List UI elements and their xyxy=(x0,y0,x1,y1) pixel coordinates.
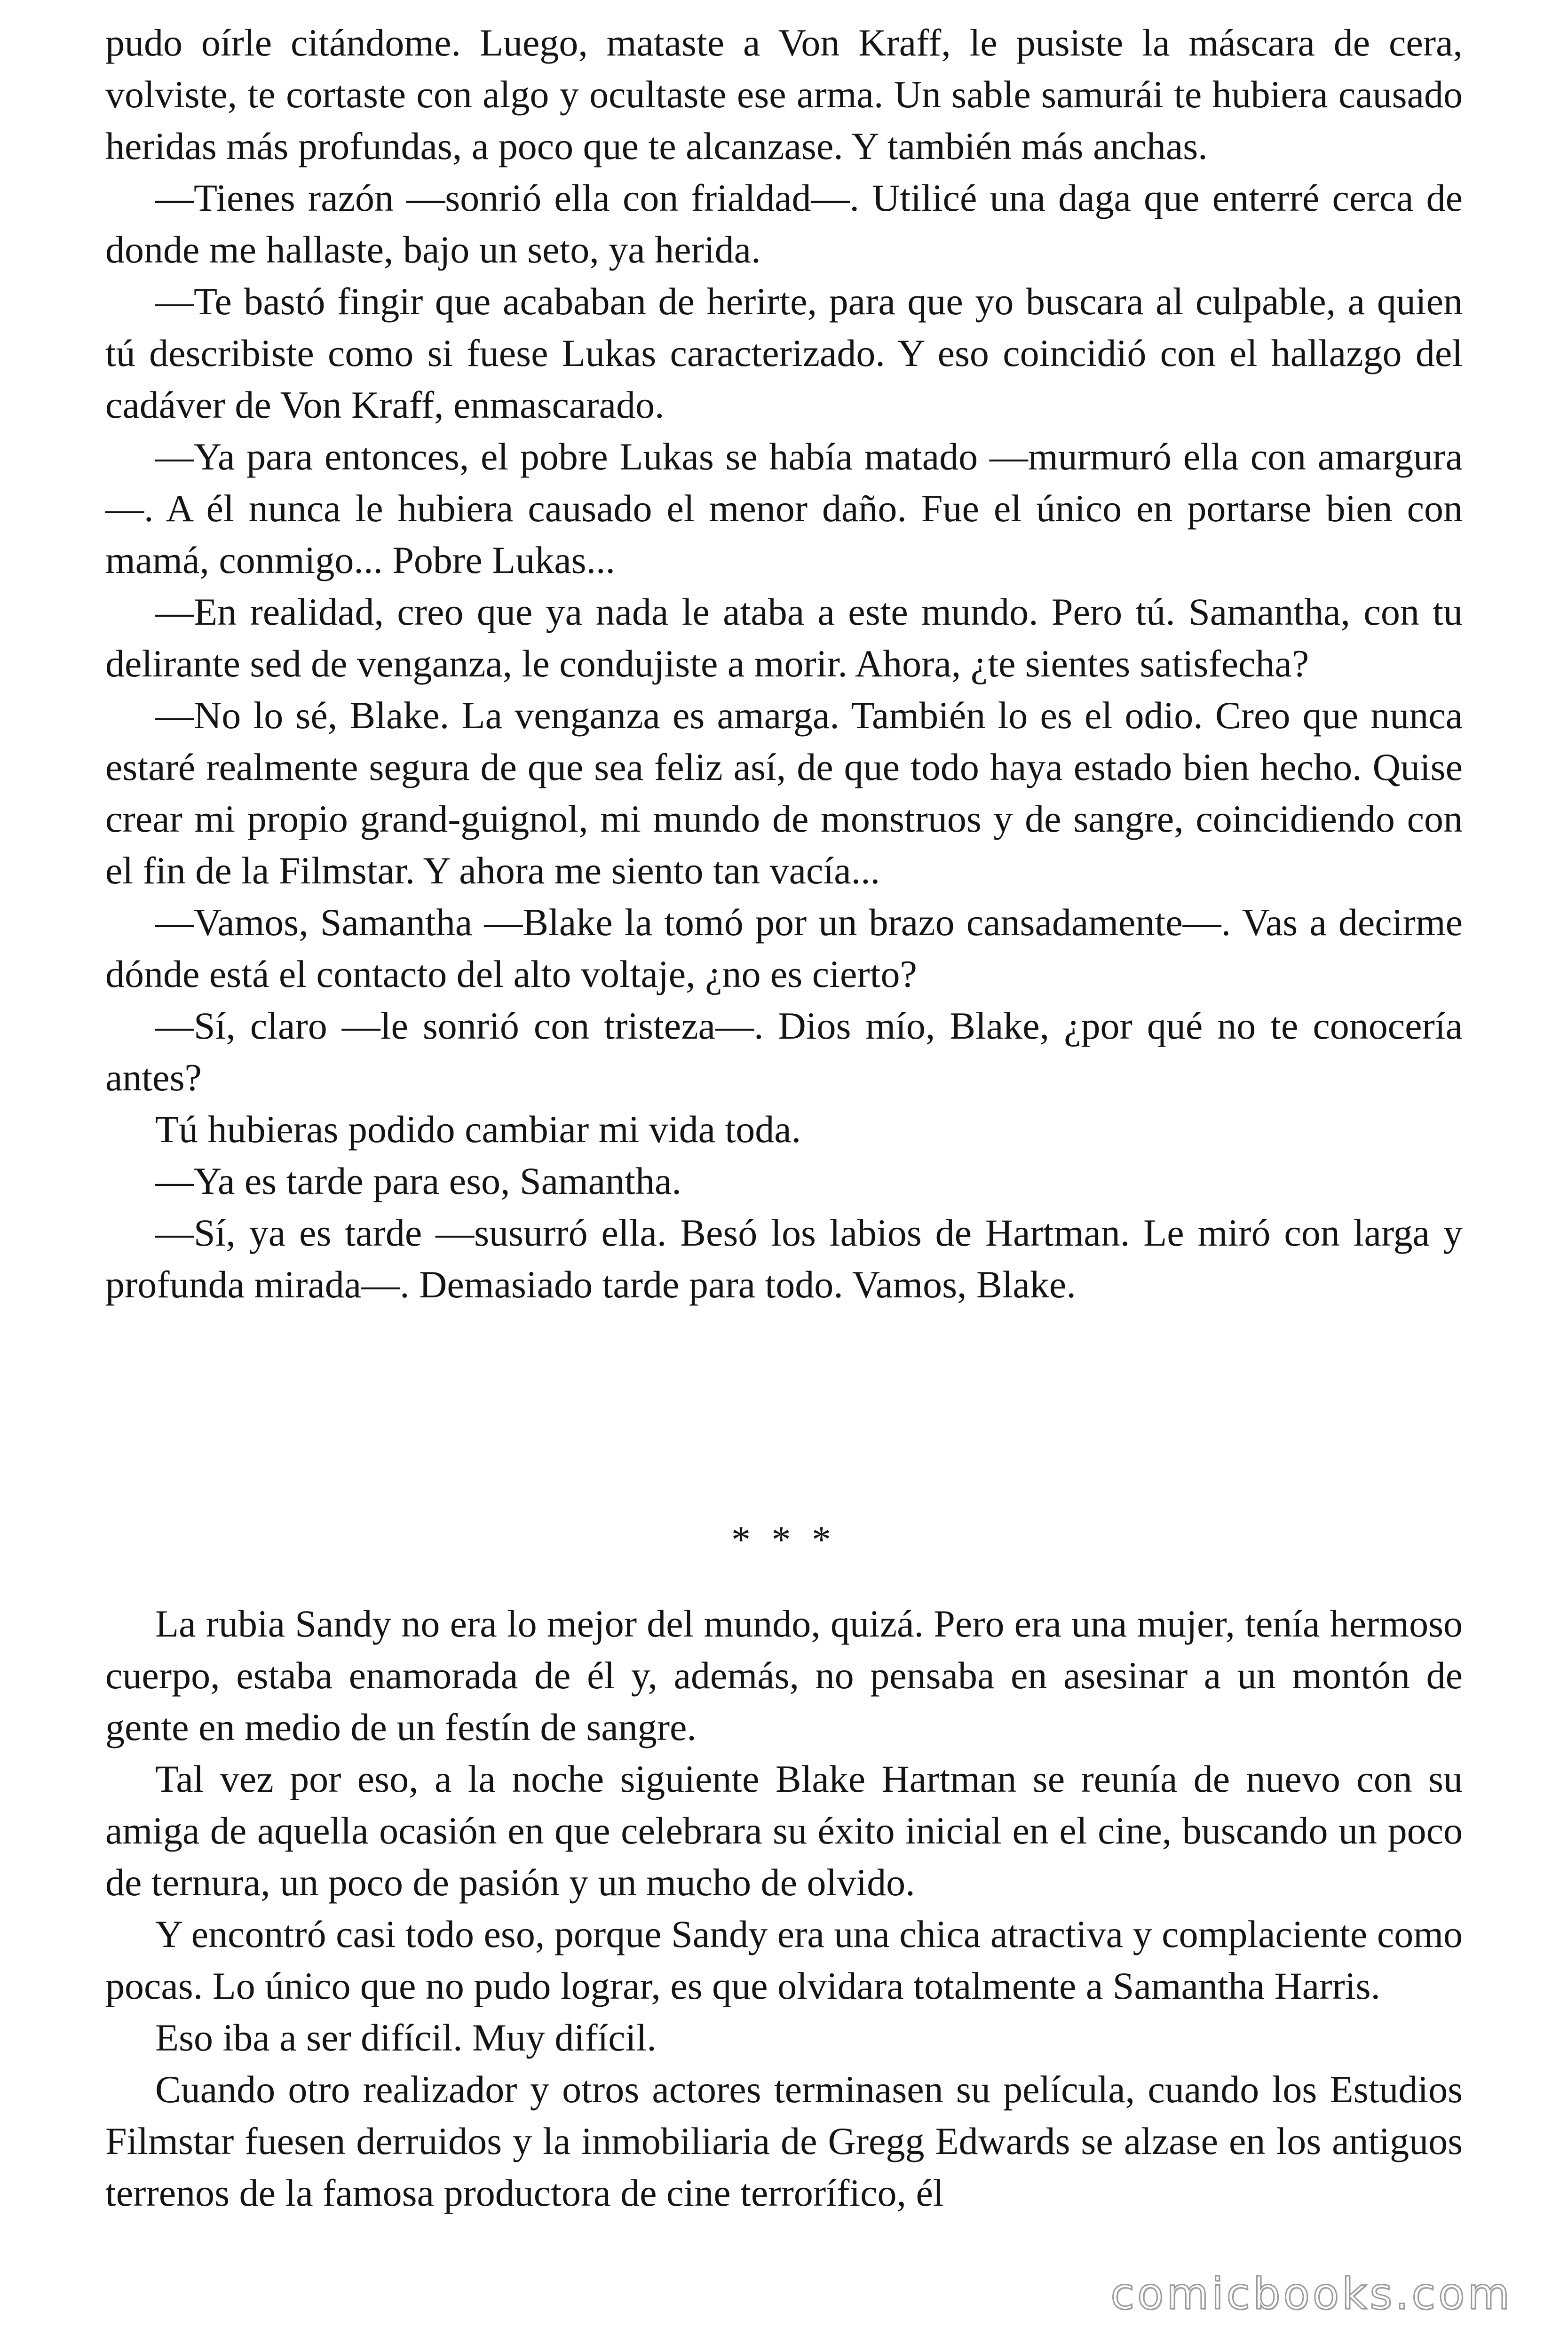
paragraph: La rubia Sandy no era lo mejor del mundo, quizá. Pero era una mujer, tenía hermoso cuerpo, estaba enamorada de él y, además, no pensaba en asesinar a un montón de gente en medio de un festín de sangre. xyxy=(105,1602,1463,1748)
paragraph: pudo oírle citándome. Luego, mataste a Von Kraff, le pusiste la máscara de cera, volviste, te cortaste con algo y ocultaste ese arma. Un sable samurái te hubiera causado heridas más profundas, a poco que te alcanzase. Y también más anchas. xyxy=(105,21,1463,167)
paragraph: —Sí, claro —le sonrió con tristeza—. Dios mío, Blake, ¿por qué no te conocería antes? xyxy=(105,1004,1463,1099)
paragraph: Tal vez por eso, a la noche siguiente Blake Hartman se reunía de nuevo con su amiga de aquella ocasión en que celebrara su éxito inicial en el cine, buscando un poco de ternura, un poco de pasión y un mucho de olvido. xyxy=(105,1757,1463,1904)
paragraph: —No lo sé, Blake. La venganza es amarga. También lo es el odio. Creo que nunca estaré realmente segura de que sea feliz así, de que todo haya estado bien hecho. Quise crear mi propio grand-guignol, mi mundo de monstruos y de sangre, coincidiendo con el fin de la Filmstar. Y ahora me siento tan vacía... xyxy=(105,694,1463,892)
paragraph: Eso iba a ser difícil. Muy difícil. xyxy=(155,2016,657,2059)
paragraph: —Ya es tarde para eso, Samantha. xyxy=(155,1160,681,1202)
paragraph: Tú hubieras podido cambiar mi vida toda. xyxy=(155,1108,801,1151)
paragraph: —Sí, ya es tarde —susurró ella. Besó los labios de Hartman. Le miró con larga y profunda mirada—. Demasiado tarde para todo. Vamos, Blake. xyxy=(105,1211,1463,1306)
paragraph: —Vamos, Samantha —Blake la tomó por un brazo cansadamente—. Vas a decirme dónde está el contacto del alto voltaje, ¿no es cierto? xyxy=(105,901,1463,995)
watermark: comicbooks.com xyxy=(1110,2269,1513,2319)
paragraph: —En realidad, creo que ya nada le ataba a este mundo. Pero tú. Samantha, con tu delirante sed de venganza, le condujiste a morir. Ahora, ¿te sientes satisfecha? xyxy=(105,590,1463,685)
paragraph: —Te bastó fingir que acababan de herirte, para que yo buscara al culpable, a quien tú describiste como si fuese Lukas caracterizado. Y eso coincidió con el hallazgo del cadáver de Von Kraff, enmascarado. xyxy=(105,280,1463,426)
scene-separator: * * * xyxy=(731,1518,837,1561)
paragraph: Cuando otro realizador y otros actores terminasen su película, cuando los Estudios Filmstar fuesen derruidos y la inmobiliaria de Gregg Edwards se alzase en los antiguos terrenos de la famosa productora de cine terrorífico, él xyxy=(105,2068,1463,2214)
paragraph: Y encontró casi todo eso, porque Sandy era una chica atractiva y complaciente como pocas. Lo único que no pudo lograr, es que olvidara totalmente a Samantha Harris. xyxy=(105,1913,1463,2007)
text-block-top xyxy=(105,17,1463,1311)
text-block-bottom xyxy=(105,1598,1463,2219)
paragraph: —Ya para entonces, el pobre Lukas se había matado —murmuró ella con amargura—. A él nunca le hubiera causado el menor daño. Fue el único en portarse bien con mamá, conmigo... Pobre Lukas... xyxy=(105,435,1463,581)
paragraph: —Tienes razón —sonrió ella con frialdad—. Utilicé una daga que enterré cerca de donde me hallaste, bajo un seto, ya herida. xyxy=(105,176,1463,271)
